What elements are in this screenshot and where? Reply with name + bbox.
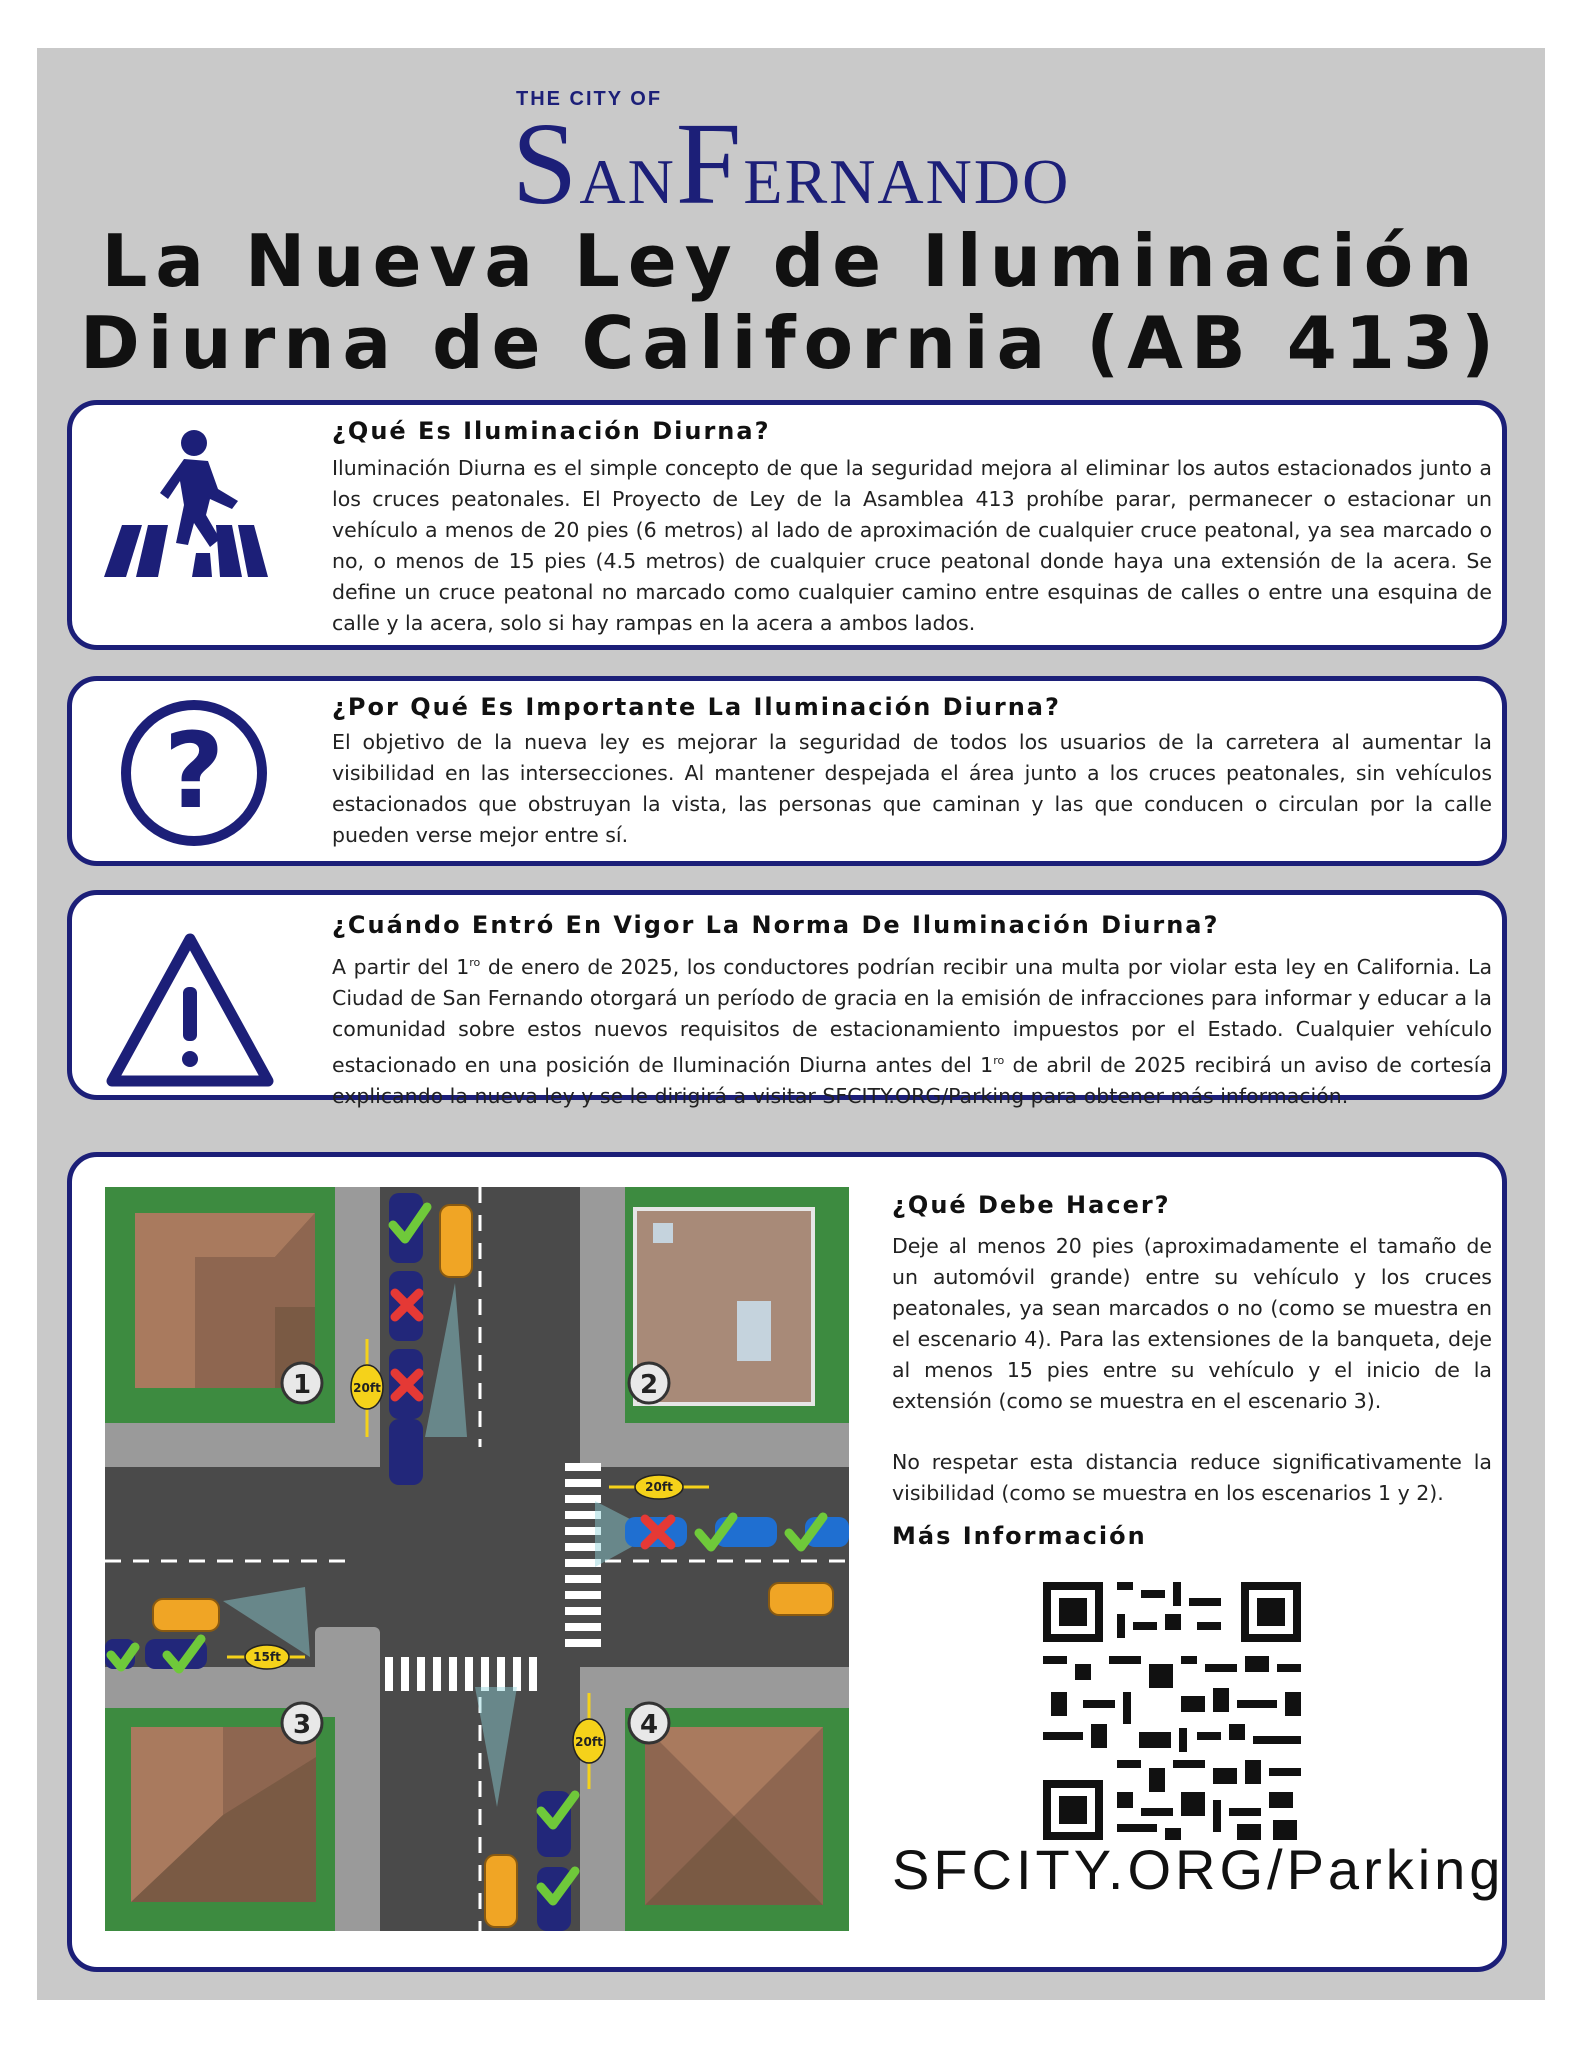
distance-label-2: 20ft bbox=[645, 1480, 673, 1494]
what-to-do-note: No respetar esta distancia reduce significativamente la visibilidad (como se muestra en los escenarios 1 y 2). bbox=[892, 1450, 1492, 1505]
distance-label-3: 15ft bbox=[253, 1650, 281, 1664]
what-to-do-heading: ¿Qué Debe Hacer? bbox=[892, 1191, 1171, 1219]
qr-code[interactable] bbox=[1033, 1572, 1311, 1850]
distance-label-1: 20ft bbox=[353, 1381, 381, 1395]
section-body: A partir del $1^{ro}$ de enero de 2025, los conductores podrían recibir una multa por violar esta ley en California. La Ciudad de San Fernando otorgará un período de gracia en la emisión de infracciones para informar y educar a la comunidad sobre estos nuevos requisitos de estacionamiento impuestos por el Estado. Cualquier vehículo estacionado en una posición de Iluminación Diurna antes del $1^{ro}$ de abril de 2025 recibirá un aviso de cortesía explicando la nueva ley y se le dirigirá a visitar SFCITY.ORG/Parking para obtener más información. bbox=[332, 954, 1493, 1108]
more-info-heading: Más Información bbox=[892, 1522, 1147, 1550]
logo-city-of: THE CITY OF bbox=[516, 88, 663, 110]
section-heading: ¿Qué Es Iluminación Diurna? bbox=[332, 417, 771, 445]
section-heading: ¿Por Qué Es Importante La Iluminación Diurna? bbox=[332, 693, 1061, 721]
logo-wordmark: SANFERNANDO bbox=[511, 98, 1071, 229]
scenario-3-label: 3 bbox=[292, 1710, 312, 1740]
curb-extension bbox=[315, 1627, 380, 1717]
title-line-2: Diurna de California (AB 413) bbox=[79, 301, 1502, 385]
what-to-do-body: Deje al menos 20 pies (aproximadamente el tamaño de un automóvil grande) entre su vehículo y los cruces peatonales, ya sean marcados o no (como se muestra en el escenario 4). Para las extensiones de la banqueta, deje al menos 15 pies entre su vehículo y el inicio de la extensión (como se muestra en el escenario 3). bbox=[892, 1234, 1492, 1413]
distance-label-4: 20ft bbox=[575, 1735, 603, 1749]
section-what-is bbox=[67, 400, 1507, 650]
section-body: El objetivo de la nueva ley es mejorar la seguridad de todos los usuarios de la carretera al aumentar la visibilidad en las intersecciones. Al mantener despejada el área junto a los cruces peatonales, sin vehículos estacionados que obstruyan la vista, las personas que caminan y las que conducen o circulan por la calle pueden verse mejor entre sí. bbox=[332, 730, 1492, 847]
section-what-to-do bbox=[67, 1152, 1507, 1972]
question-mark-icon bbox=[118, 697, 270, 849]
flyer bbox=[37, 48, 1545, 2000]
scenario-1-label: 1 bbox=[292, 1370, 312, 1400]
building-1 bbox=[135, 1213, 315, 1388]
svg-text:?: ? bbox=[163, 710, 225, 832]
warning-icon bbox=[104, 931, 276, 1089]
section-body: Iluminación Diurna es el simple concepto de que la seguridad mejora al eliminar los autos estacionados junto a los cruces peatonales. El Proyecto de Ley de la Asamblea 413 prohíbe parar, permanecer o estacionar un vehículo a menos de 20 pies (6 metros) al lado de aproximación de cualquier cruce peatonal, ya sea marcado o no, o menos de 15 pies (4.5 metros) de cualquier cruce peatonal donde haya una extensión de la acera. Se define un cruce peatonal no marcado como cualquier camino entre esquinas de calles o entre una esquina de calle y la acera, solo si hay rampas en la acera a ambos lados. bbox=[332, 456, 1492, 635]
page-title bbox=[37, 220, 1545, 384]
parking-url-link[interactable]: SFCITY.ORG/Parking bbox=[892, 1838, 1505, 1901]
building-3 bbox=[131, 1727, 316, 1902]
title-line-1: La Nueva Ley de Iluminación bbox=[101, 219, 1481, 303]
road-horizontal bbox=[105, 1467, 849, 1667]
intersection-diagram bbox=[105, 1187, 849, 1931]
building-4 bbox=[645, 1727, 823, 1905]
section-when-effective bbox=[67, 890, 1507, 1108]
section-why-important bbox=[67, 676, 1507, 866]
pedestrian-crosswalk-icon bbox=[92, 427, 268, 587]
section-heading: ¿Cuándo Entró En Vigor La Norma De Iluminación Diurna? bbox=[332, 911, 1220, 939]
scenario-2-label: 2 bbox=[639, 1370, 659, 1400]
scenario-4-label: 4 bbox=[639, 1710, 659, 1740]
